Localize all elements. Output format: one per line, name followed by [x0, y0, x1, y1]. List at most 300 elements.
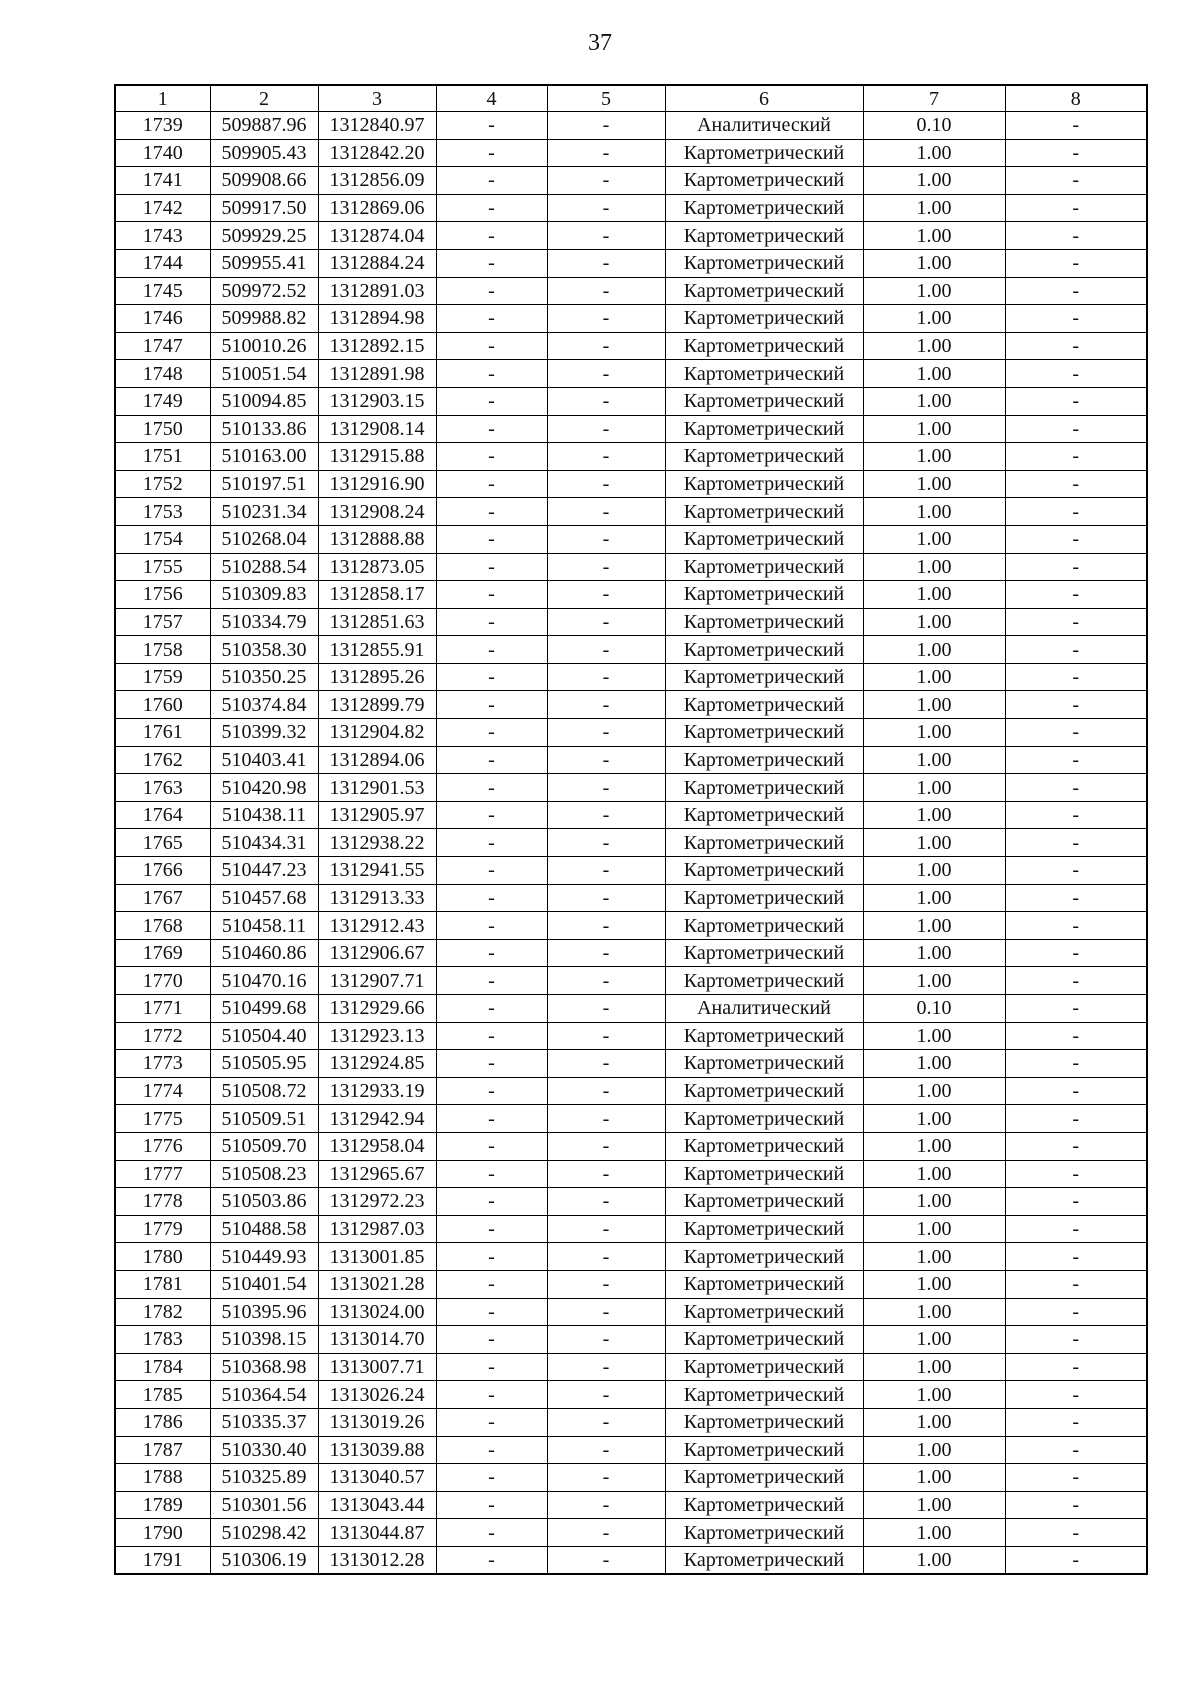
y-coordinate-cell: 1312929.66 — [318, 995, 436, 1023]
col8-cell: - — [1005, 498, 1147, 526]
col8-cell: - — [1005, 167, 1147, 195]
method-cell: Картометрический — [665, 443, 863, 471]
y-coordinate-cell: 1313001.85 — [318, 1243, 436, 1271]
col5-cell: - — [547, 498, 665, 526]
point-number-cell: 1760 — [115, 691, 210, 719]
col8-cell: - — [1005, 1326, 1147, 1354]
col8-cell: - — [1005, 1270, 1147, 1298]
method-cell: Картометрический — [665, 1298, 863, 1326]
col8-cell: - — [1005, 1105, 1147, 1133]
method-cell: Картометрический — [665, 194, 863, 222]
accuracy-cell: 1.00 — [863, 746, 1005, 774]
method-cell: Картометрический — [665, 1243, 863, 1271]
col4-cell: - — [436, 1298, 547, 1326]
col5-cell: - — [547, 1022, 665, 1050]
col4-cell: - — [436, 1077, 547, 1105]
table-row — [115, 1298, 1147, 1326]
accuracy-cell: 1.00 — [863, 139, 1005, 167]
method-cell: Картометрический — [665, 663, 863, 691]
point-number-cell: 1785 — [115, 1381, 210, 1409]
point-number-cell: 1780 — [115, 1243, 210, 1271]
accuracy-cell: 1.00 — [863, 1105, 1005, 1133]
point-number-cell: 1762 — [115, 746, 210, 774]
point-number-cell: 1778 — [115, 1188, 210, 1216]
col8-cell: - — [1005, 1298, 1147, 1326]
point-number-cell: 1781 — [115, 1270, 210, 1298]
table-row — [115, 719, 1147, 747]
col8-cell: - — [1005, 1408, 1147, 1436]
accuracy-cell: 1.00 — [863, 884, 1005, 912]
y-coordinate-cell: 1313039.88 — [318, 1436, 436, 1464]
accuracy-cell: 1.00 — [863, 1243, 1005, 1271]
col5-cell: - — [547, 663, 665, 691]
method-cell: Картометрический — [665, 719, 863, 747]
y-coordinate-cell: 1312874.04 — [318, 222, 436, 250]
col5-cell: - — [547, 470, 665, 498]
x-coordinate-cell: 510330.40 — [210, 1436, 318, 1464]
col5-cell: - — [547, 1408, 665, 1436]
method-cell: Картометрический — [665, 1105, 863, 1133]
col8-cell: - — [1005, 912, 1147, 940]
col8-cell: - — [1005, 415, 1147, 443]
table-row — [115, 194, 1147, 222]
y-coordinate-cell: 1312895.26 — [318, 663, 436, 691]
point-number-cell: 1782 — [115, 1298, 210, 1326]
x-coordinate-cell: 510457.68 — [210, 884, 318, 912]
x-coordinate-cell: 510401.54 — [210, 1270, 318, 1298]
col5-cell: - — [547, 139, 665, 167]
col5-cell: - — [547, 829, 665, 857]
accuracy-cell: 1.00 — [863, 553, 1005, 581]
y-coordinate-cell: 1312899.79 — [318, 691, 436, 719]
point-number-cell: 1741 — [115, 167, 210, 195]
col5-cell: - — [547, 1050, 665, 1078]
y-coordinate-cell: 1312924.85 — [318, 1050, 436, 1078]
x-coordinate-cell: 510458.11 — [210, 912, 318, 940]
col4-cell: - — [436, 1160, 547, 1188]
point-number-cell: 1788 — [115, 1464, 210, 1492]
x-coordinate-cell: 510301.56 — [210, 1491, 318, 1519]
col4-cell: - — [436, 1022, 547, 1050]
y-coordinate-cell: 1312907.71 — [318, 967, 436, 995]
accuracy-cell: 1.00 — [863, 387, 1005, 415]
col5-cell: - — [547, 636, 665, 664]
col5-cell: - — [547, 1436, 665, 1464]
col4-cell: - — [436, 1270, 547, 1298]
column-header: 8 — [1005, 85, 1147, 112]
accuracy-cell: 1.00 — [863, 1050, 1005, 1078]
col4-cell: - — [436, 857, 547, 885]
table-row — [115, 387, 1147, 415]
col4-cell: - — [436, 719, 547, 747]
method-cell: Картометрический — [665, 1022, 863, 1050]
y-coordinate-cell: 1312908.24 — [318, 498, 436, 526]
accuracy-cell: 1.00 — [863, 1188, 1005, 1216]
column-header: 4 — [436, 85, 547, 112]
x-coordinate-cell: 510051.54 — [210, 360, 318, 388]
col4-cell: - — [436, 360, 547, 388]
x-coordinate-cell: 510335.37 — [210, 1408, 318, 1436]
col8-cell: - — [1005, 194, 1147, 222]
table-row — [115, 139, 1147, 167]
point-number-cell: 1757 — [115, 608, 210, 636]
x-coordinate-cell: 509917.50 — [210, 194, 318, 222]
column-header: 2 — [210, 85, 318, 112]
accuracy-cell: 1.00 — [863, 939, 1005, 967]
point-number-cell: 1765 — [115, 829, 210, 857]
x-coordinate-cell: 510505.95 — [210, 1050, 318, 1078]
x-coordinate-cell: 510334.79 — [210, 608, 318, 636]
col4-cell: - — [436, 967, 547, 995]
x-coordinate-cell: 510447.23 — [210, 857, 318, 885]
table-row — [115, 1436, 1147, 1464]
method-cell: Картометрический — [665, 774, 863, 802]
table-row — [115, 1105, 1147, 1133]
y-coordinate-cell: 1313019.26 — [318, 1408, 436, 1436]
table-row — [115, 167, 1147, 195]
method-cell: Картометрический — [665, 636, 863, 664]
accuracy-cell: 1.00 — [863, 1519, 1005, 1547]
coordinates-table — [114, 84, 1148, 1575]
table-row — [115, 967, 1147, 995]
accuracy-cell: 1.00 — [863, 663, 1005, 691]
point-number-cell: 1790 — [115, 1519, 210, 1547]
y-coordinate-cell: 1312855.91 — [318, 636, 436, 664]
point-number-cell: 1777 — [115, 1160, 210, 1188]
column-header: 1 — [115, 85, 210, 112]
col8-cell: - — [1005, 939, 1147, 967]
col4-cell: - — [436, 498, 547, 526]
table-row — [115, 1546, 1147, 1574]
col4-cell: - — [436, 470, 547, 498]
accuracy-cell: 1.00 — [863, 691, 1005, 719]
method-cell: Картометрический — [665, 939, 863, 967]
method-cell: Картометрический — [665, 1491, 863, 1519]
accuracy-cell: 1.00 — [863, 1215, 1005, 1243]
col5-cell: - — [547, 1491, 665, 1519]
y-coordinate-cell: 1312987.03 — [318, 1215, 436, 1243]
col5-cell: - — [547, 1326, 665, 1354]
method-cell: Картометрический — [665, 1188, 863, 1216]
col4-cell: - — [436, 995, 547, 1023]
col4-cell: - — [436, 691, 547, 719]
table-row — [115, 857, 1147, 885]
col4-cell: - — [436, 387, 547, 415]
x-coordinate-cell: 510268.04 — [210, 525, 318, 553]
method-cell: Картометрический — [665, 1270, 863, 1298]
col4-cell: - — [436, 1326, 547, 1354]
col8-cell: - — [1005, 1188, 1147, 1216]
accuracy-cell: 1.00 — [863, 1270, 1005, 1298]
col8-cell: - — [1005, 305, 1147, 333]
col8-cell: - — [1005, 1353, 1147, 1381]
col4-cell: - — [436, 1546, 547, 1574]
table-row — [115, 995, 1147, 1023]
col8-cell: - — [1005, 1546, 1147, 1574]
col8-cell: - — [1005, 829, 1147, 857]
point-number-cell: 1767 — [115, 884, 210, 912]
method-cell: Картометрический — [665, 332, 863, 360]
column-header: 5 — [547, 85, 665, 112]
x-coordinate-cell: 510420.98 — [210, 774, 318, 802]
col4-cell: - — [436, 553, 547, 581]
col8-cell: - — [1005, 525, 1147, 553]
accuracy-cell: 1.00 — [863, 167, 1005, 195]
y-coordinate-cell: 1313026.24 — [318, 1381, 436, 1409]
col5-cell: - — [547, 1270, 665, 1298]
table-row — [115, 1519, 1147, 1547]
col4-cell: - — [436, 525, 547, 553]
col8-cell: - — [1005, 1022, 1147, 1050]
x-coordinate-cell: 510508.23 — [210, 1160, 318, 1188]
col8-cell: - — [1005, 691, 1147, 719]
col4-cell: - — [436, 277, 547, 305]
x-coordinate-cell: 510499.68 — [210, 995, 318, 1023]
y-coordinate-cell: 1312912.43 — [318, 912, 436, 940]
x-coordinate-cell: 510395.96 — [210, 1298, 318, 1326]
point-number-cell: 1758 — [115, 636, 210, 664]
x-coordinate-cell: 510398.15 — [210, 1326, 318, 1354]
method-cell: Картометрический — [665, 360, 863, 388]
col5-cell: - — [547, 277, 665, 305]
col8-cell: - — [1005, 470, 1147, 498]
col5-cell: - — [547, 167, 665, 195]
x-coordinate-cell: 510231.34 — [210, 498, 318, 526]
y-coordinate-cell: 1312903.15 — [318, 387, 436, 415]
x-coordinate-cell: 510094.85 — [210, 387, 318, 415]
y-coordinate-cell: 1313012.28 — [318, 1546, 436, 1574]
point-number-cell: 1753 — [115, 498, 210, 526]
col8-cell: - — [1005, 249, 1147, 277]
x-coordinate-cell: 509972.52 — [210, 277, 318, 305]
table-row — [115, 691, 1147, 719]
accuracy-cell: 0.10 — [863, 995, 1005, 1023]
y-coordinate-cell: 1312901.53 — [318, 774, 436, 802]
table-row — [115, 1408, 1147, 1436]
point-number-cell: 1752 — [115, 470, 210, 498]
point-number-cell: 1776 — [115, 1132, 210, 1160]
accuracy-cell: 1.00 — [863, 1381, 1005, 1409]
y-coordinate-cell: 1313024.00 — [318, 1298, 436, 1326]
point-number-cell: 1755 — [115, 553, 210, 581]
table-row — [115, 912, 1147, 940]
table-row — [115, 305, 1147, 333]
col8-cell: - — [1005, 360, 1147, 388]
col4-cell: - — [436, 1491, 547, 1519]
table-row — [115, 1381, 1147, 1409]
table-row — [115, 553, 1147, 581]
y-coordinate-cell: 1312972.23 — [318, 1188, 436, 1216]
accuracy-cell: 1.00 — [863, 332, 1005, 360]
col4-cell: - — [436, 1243, 547, 1271]
x-coordinate-cell: 510163.00 — [210, 443, 318, 471]
table-row — [115, 277, 1147, 305]
col4-cell: - — [436, 746, 547, 774]
col5-cell: - — [547, 525, 665, 553]
point-number-cell: 1756 — [115, 581, 210, 609]
col8-cell: - — [1005, 801, 1147, 829]
col4-cell: - — [436, 1519, 547, 1547]
col4-cell: - — [436, 332, 547, 360]
col4-cell: - — [436, 249, 547, 277]
y-coordinate-cell: 1312923.13 — [318, 1022, 436, 1050]
accuracy-cell: 1.00 — [863, 636, 1005, 664]
accuracy-cell: 1.00 — [863, 1491, 1005, 1519]
col5-cell: - — [547, 884, 665, 912]
table-row — [115, 1215, 1147, 1243]
x-coordinate-cell: 509905.43 — [210, 139, 318, 167]
col8-cell: - — [1005, 857, 1147, 885]
y-coordinate-cell: 1312942.94 — [318, 1105, 436, 1133]
y-coordinate-cell: 1312933.19 — [318, 1077, 436, 1105]
table-row — [115, 1270, 1147, 1298]
col5-cell: - — [547, 1546, 665, 1574]
method-cell: Картометрический — [665, 1077, 863, 1105]
x-coordinate-cell: 510504.40 — [210, 1022, 318, 1050]
col4-cell: - — [436, 636, 547, 664]
column-header: 6 — [665, 85, 863, 112]
y-coordinate-cell: 1312958.04 — [318, 1132, 436, 1160]
accuracy-cell: 1.00 — [863, 498, 1005, 526]
x-coordinate-cell: 510399.32 — [210, 719, 318, 747]
col5-cell: - — [547, 1519, 665, 1547]
point-number-cell: 1774 — [115, 1077, 210, 1105]
method-cell: Картометрический — [665, 305, 863, 333]
x-coordinate-cell: 510374.84 — [210, 691, 318, 719]
col4-cell: - — [436, 139, 547, 167]
y-coordinate-cell: 1312965.67 — [318, 1160, 436, 1188]
x-coordinate-cell: 509908.66 — [210, 167, 318, 195]
y-coordinate-cell: 1312873.05 — [318, 553, 436, 581]
col5-cell: - — [547, 249, 665, 277]
point-number-cell: 1751 — [115, 443, 210, 471]
point-number-cell: 1772 — [115, 1022, 210, 1050]
method-cell: Картометрический — [665, 249, 863, 277]
table-row — [115, 1050, 1147, 1078]
col4-cell: - — [436, 167, 547, 195]
col5-cell: - — [547, 1188, 665, 1216]
col4-cell: - — [436, 1381, 547, 1409]
point-number-cell: 1764 — [115, 801, 210, 829]
table-row — [115, 1491, 1147, 1519]
col5-cell: - — [547, 1464, 665, 1492]
col5-cell: - — [547, 112, 665, 140]
method-cell: Картометрический — [665, 857, 863, 885]
y-coordinate-cell: 1312904.82 — [318, 719, 436, 747]
col8-cell: - — [1005, 581, 1147, 609]
point-number-cell: 1766 — [115, 857, 210, 885]
point-number-cell: 1739 — [115, 112, 210, 140]
col4-cell: - — [436, 1464, 547, 1492]
table-row — [115, 581, 1147, 609]
col5-cell: - — [547, 719, 665, 747]
col4-cell: - — [436, 443, 547, 471]
col8-cell: - — [1005, 1243, 1147, 1271]
accuracy-cell: 1.00 — [863, 967, 1005, 995]
method-cell: Картометрический — [665, 553, 863, 581]
point-number-cell: 1771 — [115, 995, 210, 1023]
accuracy-cell: 1.00 — [863, 305, 1005, 333]
y-coordinate-cell: 1313043.44 — [318, 1491, 436, 1519]
y-coordinate-cell: 1312891.03 — [318, 277, 436, 305]
point-number-cell: 1786 — [115, 1408, 210, 1436]
table-row — [115, 498, 1147, 526]
method-cell: Аналитический — [665, 995, 863, 1023]
x-coordinate-cell: 510434.31 — [210, 829, 318, 857]
point-number-cell: 1761 — [115, 719, 210, 747]
point-number-cell: 1770 — [115, 967, 210, 995]
y-coordinate-cell: 1312856.09 — [318, 167, 436, 195]
col5-cell: - — [547, 332, 665, 360]
y-coordinate-cell: 1312941.55 — [318, 857, 436, 885]
method-cell: Картометрический — [665, 1436, 863, 1464]
x-coordinate-cell: 510325.89 — [210, 1464, 318, 1492]
x-coordinate-cell: 510508.72 — [210, 1077, 318, 1105]
y-coordinate-cell: 1313040.57 — [318, 1464, 436, 1492]
accuracy-cell: 1.00 — [863, 415, 1005, 443]
method-cell: Картометрический — [665, 415, 863, 443]
col4-cell: - — [436, 112, 547, 140]
method-cell: Картометрический — [665, 277, 863, 305]
col8-cell: - — [1005, 1381, 1147, 1409]
point-number-cell: 1773 — [115, 1050, 210, 1078]
table-row — [115, 525, 1147, 553]
accuracy-cell: 1.00 — [863, 1298, 1005, 1326]
x-coordinate-cell: 510449.93 — [210, 1243, 318, 1271]
col5-cell: - — [547, 939, 665, 967]
table-row — [115, 360, 1147, 388]
point-number-cell: 1747 — [115, 332, 210, 360]
col5-cell: - — [547, 801, 665, 829]
method-cell: Картометрический — [665, 912, 863, 940]
method-cell: Картометрический — [665, 139, 863, 167]
method-cell: Картометрический — [665, 1408, 863, 1436]
col8-cell: - — [1005, 1050, 1147, 1078]
x-coordinate-cell: 509955.41 — [210, 249, 318, 277]
method-cell: Картометрический — [665, 608, 863, 636]
table-row — [115, 1077, 1147, 1105]
accuracy-cell: 1.00 — [863, 801, 1005, 829]
table-row — [115, 443, 1147, 471]
col8-cell: - — [1005, 1077, 1147, 1105]
y-coordinate-cell: 1312908.14 — [318, 415, 436, 443]
y-coordinate-cell: 1313007.71 — [318, 1353, 436, 1381]
table-row — [115, 608, 1147, 636]
x-coordinate-cell: 509988.82 — [210, 305, 318, 333]
col4-cell: - — [436, 1353, 547, 1381]
col4-cell: - — [436, 801, 547, 829]
method-cell: Картометрический — [665, 829, 863, 857]
y-coordinate-cell: 1312851.63 — [318, 608, 436, 636]
col5-cell: - — [547, 1215, 665, 1243]
table-row — [115, 939, 1147, 967]
x-coordinate-cell: 510503.86 — [210, 1188, 318, 1216]
accuracy-cell: 1.00 — [863, 1464, 1005, 1492]
method-cell: Картометрический — [665, 1160, 863, 1188]
x-coordinate-cell: 510509.51 — [210, 1105, 318, 1133]
point-number-cell: 1754 — [115, 525, 210, 553]
col5-cell: - — [547, 1243, 665, 1271]
method-cell: Картометрический — [665, 746, 863, 774]
point-number-cell: 1749 — [115, 387, 210, 415]
table-row — [115, 1132, 1147, 1160]
point-number-cell: 1775 — [115, 1105, 210, 1133]
table-row — [115, 470, 1147, 498]
col5-cell: - — [547, 746, 665, 774]
point-number-cell: 1763 — [115, 774, 210, 802]
method-cell: Картометрический — [665, 222, 863, 250]
col4-cell: - — [436, 1188, 547, 1216]
